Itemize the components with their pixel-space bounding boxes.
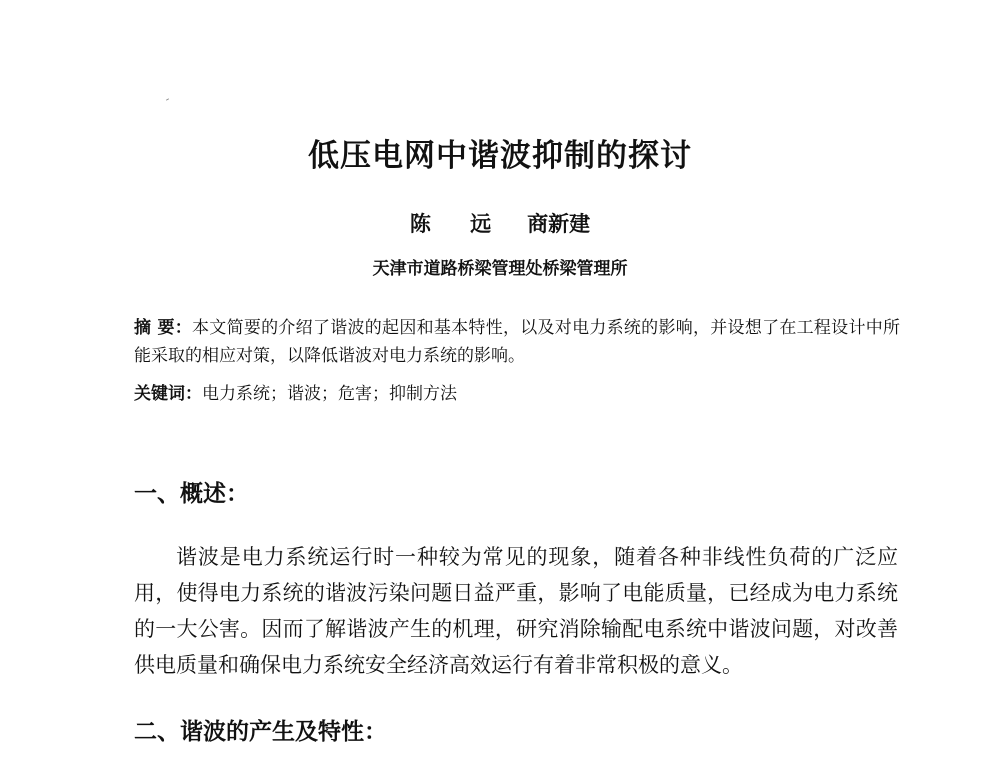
affiliation: 天津市道路桥梁管理处桥梁管理所 <box>372 259 628 279</box>
keywords-text: 电力系统；谐波；危害；抑制方法 <box>202 384 457 404</box>
keywords-label: 关键词： <box>134 384 202 404</box>
section-heading-harmonics: 二、谐波的产生及特性： <box>134 719 387 745</box>
abstract-text: 本文简要的介绍了谐波的起因和基本特性，以及对电力系统的影响，并设想了在工程设计中所能采取的相应对策，以降低谐波对电力系统的影响。 <box>134 318 901 366</box>
section-body-overview: 谐波是电力系统运行时一种较为常见的现象，随着各种非线性负荷的广泛应用，使得电力系统的谐波污染问题日益严重，影响了电能质量，已经成为电力系统的一大公害。因而了解谐波产生的机理，研究消除输配电系统中谐波问题，对改善供电质量和确保电力系统安全经济高效运行有着非常积极的意义。 <box>134 545 898 677</box>
keywords <box>134 381 900 407</box>
abstract-label: 摘 要： <box>134 318 193 338</box>
abstract <box>134 314 900 370</box>
author-name: 商新建 <box>527 211 591 236</box>
author-name: 陈 远 <box>409 211 508 236</box>
scan-speck <box>166 98 169 100</box>
paper-title: 低压电网中谐波抑制的探讨 <box>308 138 692 174</box>
section-heading-overview: 一、概述： <box>134 481 249 507</box>
author-list <box>0 210 1000 238</box>
